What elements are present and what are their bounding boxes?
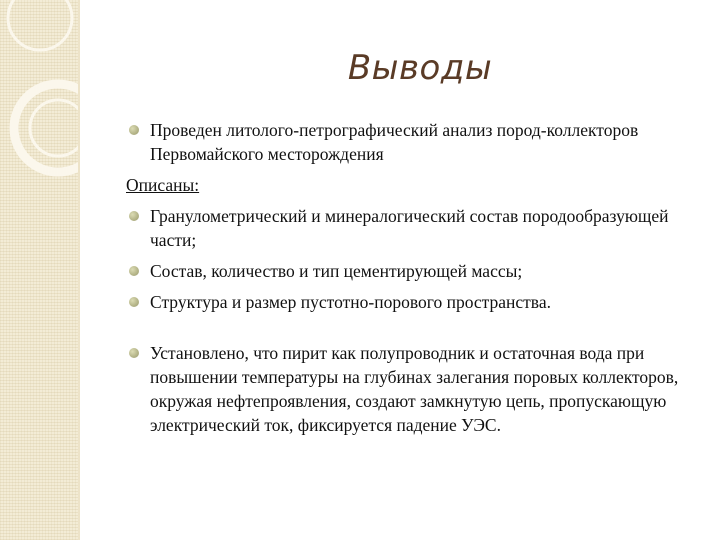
slide-content [126,118,706,444]
bullet-icon [129,348,139,358]
bullet-icon [129,266,139,276]
bullet-item [126,118,706,166]
section-label: Описаны: [126,175,200,195]
bullet-item [126,204,706,252]
bullet-item [126,290,706,314]
bullet-text: Установлено, что пирит как полупроводник и остаточная вода при повышении температуры на глубинах залегания поровых коллекторов, окружая нефтепроявления, создают замкнутую цепь, пропускающую электрический ток, фиксируется падение УЭС. [150,343,679,435]
bullet-text: Структура и размер пустотно-порового пространства. [150,292,551,312]
bullet-icon [129,297,139,307]
bullet-text: Проведен литолого-петрографический анализ пород-коллекторов Первомайского месторождения [150,120,639,164]
bullet-text: Состав, количество и тип цементирующей массы; [150,261,523,281]
band-edge [78,0,80,540]
decorative-circles [0,0,78,540]
bullet-icon [129,211,139,221]
bullet-item [126,341,706,437]
slide-title: Выводы [347,48,493,88]
bullet-item [126,259,706,283]
decorative-side-band [0,0,78,540]
bullet-icon [129,125,139,135]
bullet-text: Гранулометрический и минералогический состав породообразующей части; [150,206,669,250]
